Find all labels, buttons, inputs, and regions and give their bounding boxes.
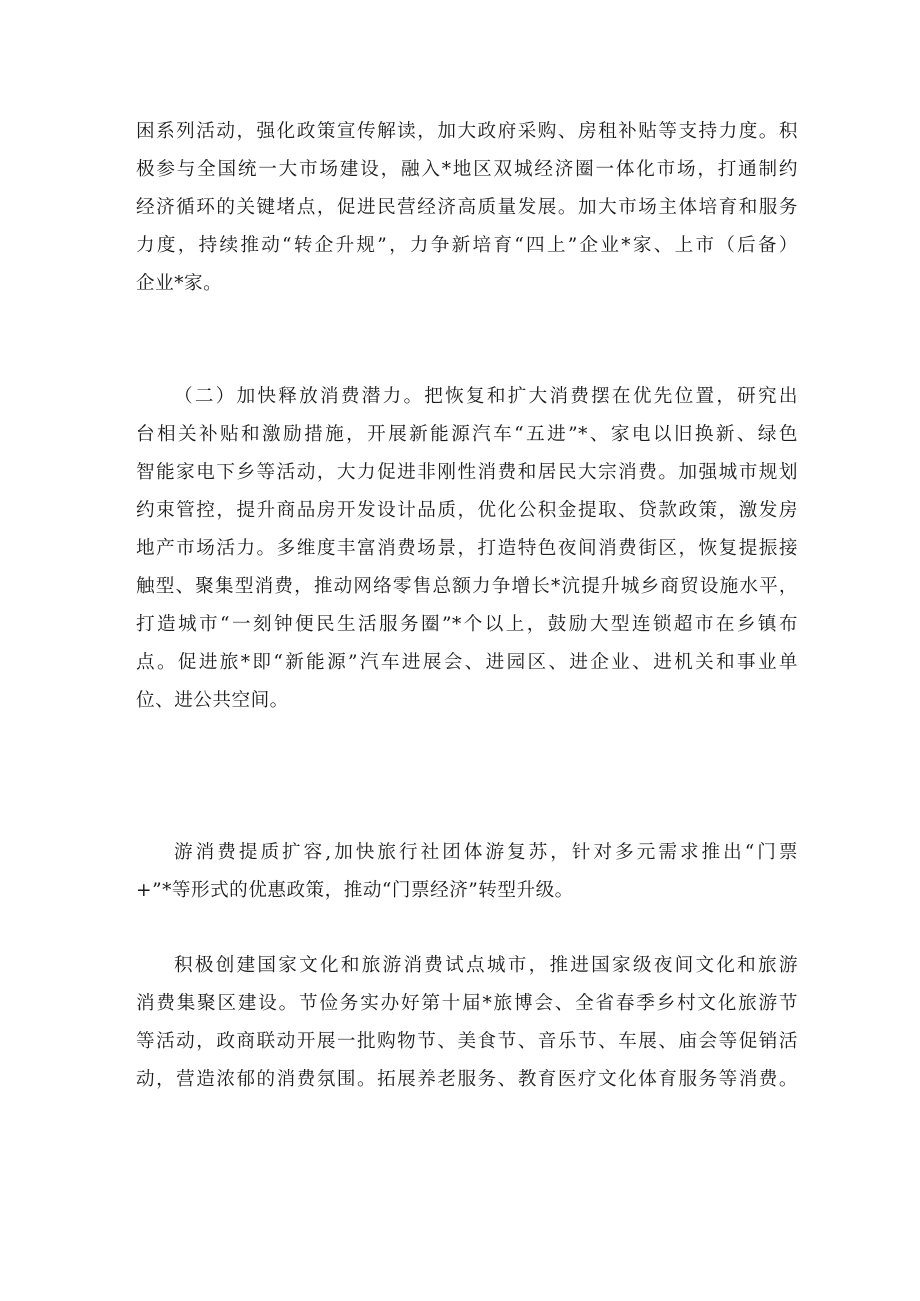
paragraph-1 (136, 113, 798, 303)
text-line: 约束管控，提升商品房开发设计品质，优化公积金提取、贷款政策，激发房 (136, 500, 798, 521)
text-line: 等活动，政商联动开展一批购物节、美食节、音乐节、车展、庙会等促销活 (136, 1031, 798, 1052)
text-line: 困系列活动，强化政策宣传解读，加大政府采购、房租补贴等支持力度。积 (136, 121, 798, 142)
text-line: 消费集聚区建设。节俭务实办好第十届*旅博会、全省春季乡村文化旅游节 (136, 993, 798, 1014)
text-line: 力度，持续推动“转企升规”，力争新培育“四上”企业*家、上市（后备） (136, 235, 798, 256)
text-line: （二）加快释放消费潜力。把恢复和扩大消费摆在优先位置，研究出 (174, 386, 798, 407)
text-line: 企业*家。 (136, 273, 223, 294)
paragraph-4 (136, 947, 798, 1099)
text-line: 经济循环的关键堵点，促进民营经济高质量发展。加大市场主体培育和服务 (136, 197, 798, 218)
text-line: 智能家电下乡等活动，大力促进非刚性消费和居民大宗消费。加强城市规划 (136, 462, 798, 483)
paragraph-2 (136, 378, 798, 720)
text-line: 台相关补贴和激励措施，开展新能源汽车“五进”*、家电以旧换新、绿色 (136, 424, 798, 445)
text-line: 打造城市“一刻钟便民生活服务圈”*个以上，鼓励大型连锁超市在乡镇布 (136, 614, 798, 635)
text-line: 触型、聚集型消费，推动网络零售总额力争增长*沆提升城乡商贸设施水平， (136, 576, 798, 597)
text-line: 游消费提质扩容,加快旅行社团体游复苏，针对多元需求推出“门票 (174, 842, 798, 863)
paragraph-3 (136, 834, 798, 910)
text-line: 点。促进旅*即“新能源”汽车进展会、进园区、进企业、进机关和事业单 (136, 652, 798, 673)
text-line: +”*等形式的优惠政策，推动“门票经济”转型升级。 (136, 880, 574, 901)
text-line: 动，营造浓郁的消费氛围。拓展养老服务、教育医疗文化体育服务等消费。 (136, 1069, 798, 1090)
text-line: 位、进公共空间。 (136, 690, 289, 711)
text-line: 积极创建国家文化和旅游消费试点城市，推进国家级夜间文化和旅游 (174, 955, 798, 976)
text-line: 极参与全国统一大市场建设，融入*地区双城经济圈一体化市场，打通制约 (136, 159, 798, 180)
text-line: 地产市场活力。多维度丰富消费场景，打造特色夜间消费街区，恢复提振接 (136, 538, 798, 559)
